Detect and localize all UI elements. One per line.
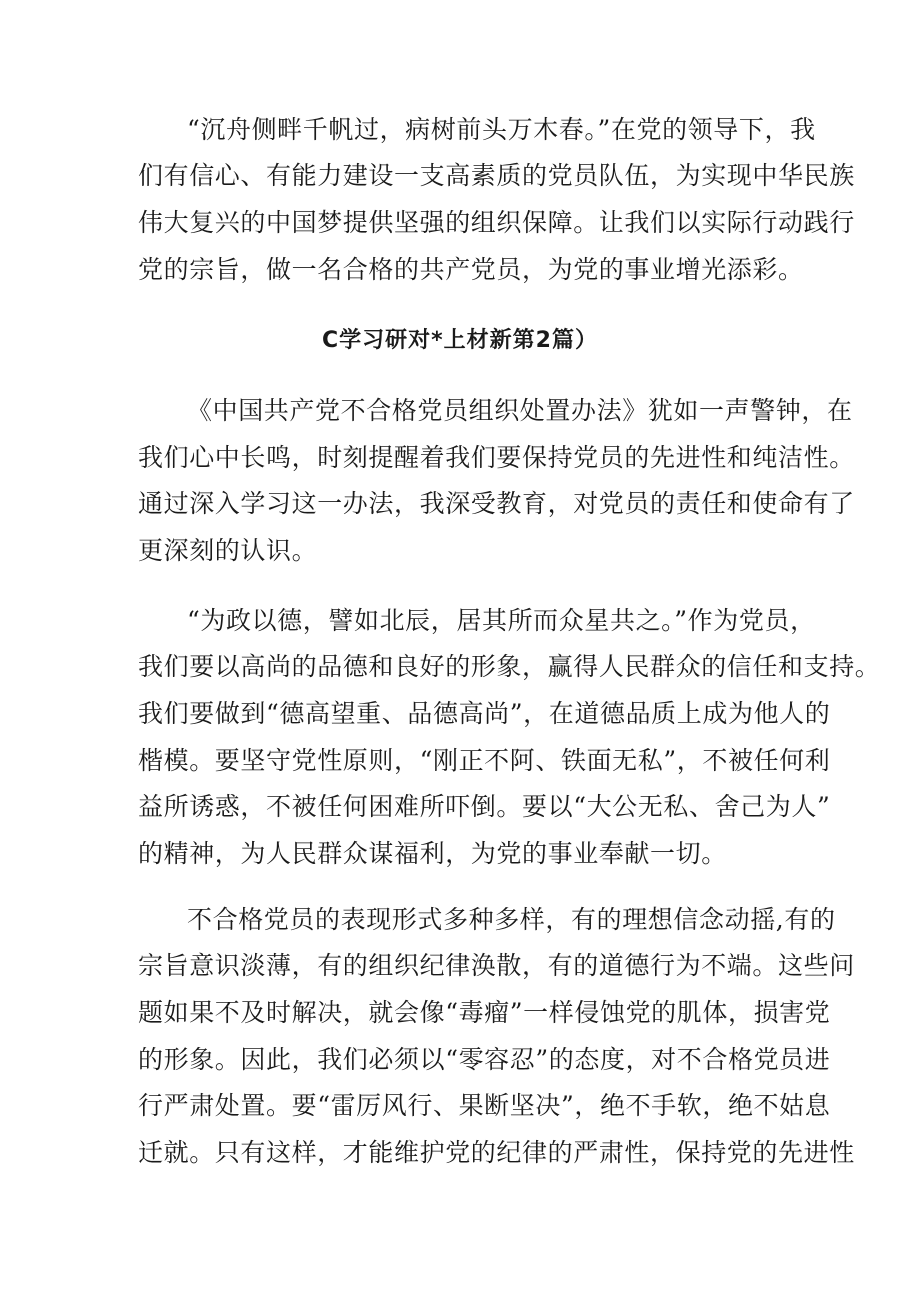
paragraph-line: 《中国共产党不合格党员组织处置办法》犹如一声警钟，在 — [187, 396, 853, 425]
paragraph-line: “沉舟侧畔千帆过，病树前头万木春。”在党的领导下，我 — [187, 115, 816, 144]
paragraph-line: 通过深入学习这一办法，我深受教育，对党员的责任和使命有了 — [138, 489, 855, 518]
paragraph-line: 宗旨意识淡薄，有的组织纪律涣散，有的道德行为不端。这些问 — [138, 951, 855, 980]
paragraph-line: 题如果不及时解决，就会像“毒瘤”一样侵蚀党的肌体，损害党 — [138, 998, 831, 1027]
paragraph-line: 楷模。要坚守党性原则，“刚正不阿、铁面无私”，不被任何利 — [138, 746, 831, 775]
paragraph-line: 我们心中长鸣，时刻提醒着我们要保持党员的先进性和纯洁性。 — [138, 443, 855, 472]
paragraph-line: 我们要以高尚的品德和良好的形象，赢得人民群众的信任和支持。 — [138, 652, 881, 681]
paragraph-line: 更深刻的认识。 — [138, 536, 318, 565]
paragraph-line: 益所诱惑，不被任何困难所吓倒。要以“大公无私、舍己为人” — [138, 792, 831, 821]
paragraph-line: 不合格党员的表现形式多种多样，有的理想信念动摇,有的 — [187, 905, 836, 934]
paragraph-line: 的精神，为人民群众谋福利，为党的事业奉献一切。 — [138, 839, 727, 868]
paragraph-line: 行严肃处置。要“雷厉风行、果断坚决”，绝不手软，绝不姑息 — [138, 1091, 831, 1120]
paragraph-line: 党的宗旨，做一名合格的共产党员，为党的事业增光添彩。 — [138, 255, 804, 284]
paragraph-line: 们有信心、有能力建设一支高素质的党员队伍，为实现中华民族 — [138, 161, 855, 190]
paragraph-line: 的形象。因此，我们必须以“零容忍”的态度，对不合格党员进 — [138, 1045, 831, 1074]
paragraph-line: 迁就。只有这样，才能维护党的纪律的严肃性，保持党的先进性 — [138, 1138, 855, 1167]
paragraph-line: “为政以德，譬如北辰，居其所而众星共之。”作为党员， — [187, 606, 816, 635]
paragraph-line: 伟大复兴的中国梦提供坚强的组织保障。让我们以实际行动践行 — [138, 208, 855, 237]
section-heading: C学习研对*上材新第2篇） — [322, 328, 598, 353]
paragraph-line: 我们要做到“德高望重、品德高尚”，在道德品质上成为他人的 — [138, 699, 831, 728]
